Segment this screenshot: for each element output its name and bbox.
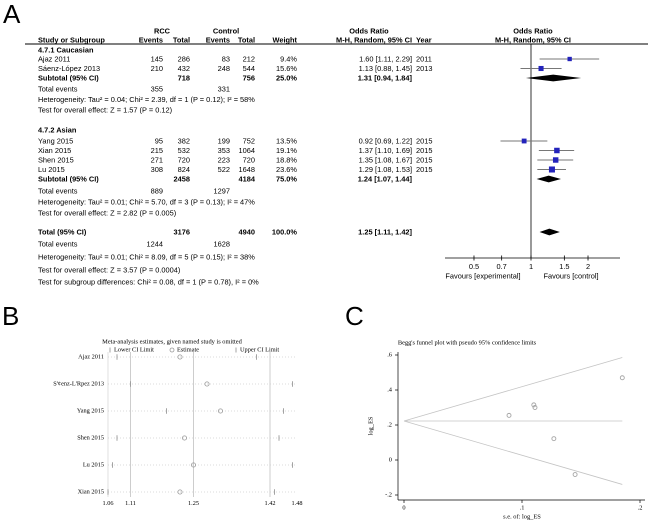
rcc-total: 432: [177, 64, 190, 73]
subgroup-label: 4.7.1 Caucasian: [38, 45, 94, 55]
header-ctrl-events: Events: [205, 35, 230, 45]
or-ci-text: 1.60 [1.11, 2.29]: [359, 54, 412, 64]
rcc-events: 271: [150, 155, 163, 165]
subtotal-weight: 25.0%: [276, 73, 297, 83]
funnel-y-tick-label: .4: [387, 386, 392, 394]
plot-header-mh-ci: M-H, Random, 95% CI: [495, 35, 571, 45]
header-year: Year: [416, 35, 432, 45]
header-odds-ratio: Odds Ratio: [349, 26, 389, 36]
ctrl-events: 353: [217, 146, 230, 155]
header-rcc: RCC: [153, 26, 171, 36]
header-mh-ci: M-H, Random, 95% CI: [336, 35, 412, 45]
total-events-ctrl: 331: [217, 84, 230, 94]
funnel-x-tick-label: .2: [637, 504, 643, 512]
study-name: Xian 2015: [38, 146, 72, 155]
year: 2015: [416, 146, 433, 155]
year: 2015: [416, 165, 433, 174]
rcc-total: 824: [177, 165, 190, 174]
total-ctrl-total: 4940: [238, 227, 255, 237]
influence-study-label: Yang 2015: [76, 407, 104, 415]
year: 2013: [416, 64, 433, 73]
total-heterogeneity-text: Heterogeneity: Tau² = 0.01; Chi² = 8.09, df = 5 (P = 0.15); I² = 38%: [38, 252, 255, 262]
or-ci-text: 1.29 [1.08, 1.53]: [358, 165, 412, 174]
funnel-point: [573, 473, 577, 477]
funnel-point: [552, 437, 556, 441]
funnel-point: [507, 413, 511, 417]
total-events-ctrl: 1628: [213, 239, 230, 249]
total-label: Total (95% CI): [38, 227, 87, 237]
influence-study-label: Shen 2015: [77, 434, 104, 442]
subtotal-label: Subtotal (95% CI): [38, 73, 99, 83]
total-events-label: Total events: [38, 186, 78, 196]
total-events-label: Total events: [38, 239, 78, 249]
weight: 18.8%: [276, 155, 297, 165]
favours-right-label: Favours [control]: [543, 271, 599, 281]
overall-test-text: Test for overall effect: Z = 1.57 (P = 0.12): [38, 105, 173, 115]
funnel-y-tick-label: .2: [387, 421, 392, 429]
rcc-total: 532: [177, 146, 190, 155]
forest-x-tick-label: 0.5: [468, 262, 480, 271]
study-name: Lu 2015: [38, 165, 65, 174]
heterogeneity-text: Heterogeneity: Tau² = 0.04; Chi² = 2.39, df = 1 (P = 0.12); I² = 58%: [38, 95, 255, 104]
funnel-y-tick-label: 0: [388, 456, 392, 464]
panel-b-label: B: [2, 301, 20, 331]
weight: 9.4%: [280, 54, 297, 64]
header-rcc-total: Total: [172, 35, 190, 45]
subtotal-rcc-total: 2458: [173, 174, 190, 184]
subtotal-diamond: [526, 75, 581, 82]
plot-header-odds-ratio: Odds Ratio: [513, 26, 553, 36]
forest-x-tick-label: 2: [585, 262, 591, 271]
influence-x-tick-label: 1.48: [291, 500, 303, 507]
rcc-events: 95: [154, 136, 163, 146]
weight: 13.5%: [276, 136, 297, 146]
or-square: [549, 166, 555, 172]
weight: 23.6%: [276, 165, 297, 174]
or-ci-text: 1.13 [0.88, 1.45]: [358, 64, 412, 73]
subtotal-diamond: [537, 176, 561, 183]
rcc-total: 720: [177, 155, 190, 165]
rcc-events: 308: [150, 165, 163, 174]
ctrl-total: 212: [242, 54, 255, 64]
or-square: [554, 148, 559, 153]
heterogeneity-text: Heterogeneity: Tau² = 0.01; Chi² = 5.70, df = 3 (P = 0.13); I² = 47%: [38, 197, 255, 207]
study-name: Shen 2015: [38, 155, 74, 165]
subgroup-test-text: Test for subgroup differences: Chi² = 0.08, df = 1 (P = 0.78), I² = 0%: [38, 277, 259, 287]
year: 2015: [416, 155, 433, 165]
ctrl-total: 720: [242, 155, 255, 165]
header-rcc-events: Events: [138, 35, 163, 45]
study-name: Ajaz 2011: [38, 54, 71, 64]
influence-x-tick-label: 1.06: [102, 500, 114, 507]
ctrl-events: 83: [221, 54, 230, 64]
or-square: [567, 57, 571, 61]
ctrl-events: 199: [217, 136, 230, 146]
study-name: Yang 2015: [38, 136, 74, 146]
influence-x-tick-label: 1.25: [187, 500, 200, 507]
favours-left-label: Favours [experimental]: [445, 271, 521, 281]
rcc-total: 382: [177, 136, 190, 146]
influence-title: Meta-analysis estimates, given named study is omitted: [102, 338, 242, 346]
or-ci-text: 1.37 [1.10, 1.69]: [358, 146, 412, 155]
or-ci-text: 0.92 [0.69, 1.22]: [358, 136, 412, 146]
header-weight: Weight: [272, 35, 297, 45]
funnel-point: [620, 376, 624, 380]
legend-estimate-label: Estimate: [177, 346, 200, 354]
total-events-label: Total events: [38, 84, 78, 94]
influence-x-tick-label: 1.11: [125, 500, 136, 507]
forest-x-tick-label: 1: [528, 262, 534, 271]
total-events-ctrl: 1297: [213, 186, 230, 196]
overall-test-text: Test for overall effect: Z = 2.82 (P = 0.005): [38, 208, 177, 218]
panel-c-label: C: [345, 301, 364, 331]
rcc-events: 145: [150, 54, 163, 64]
forest-x-tick-label: 0.7: [496, 262, 507, 271]
subgroup-label: 4.7.2 Asian: [38, 125, 77, 135]
rcc-events: 210: [150, 64, 163, 73]
header-ctrl-total: Total: [237, 35, 255, 45]
ctrl-total: 1064: [238, 146, 255, 155]
funnel-upper-limit: [404, 358, 622, 421]
total-diamond: [540, 229, 560, 236]
total-weight: 100.0%: [271, 227, 297, 237]
total-ci-text: 1.25 [1.11, 1.42]: [358, 227, 412, 237]
funnel-y-axis-label: log_ES: [367, 416, 375, 436]
total-rcc-total: 3176: [173, 227, 190, 237]
subtotal-rcc-total: 718: [177, 73, 190, 83]
funnel-title: Begg's funnel plot with pseudo 95% confidence limits: [397, 339, 537, 347]
funnel-y-tick-label: .6: [387, 351, 392, 359]
or-ci-text: 1.35 [1.08, 1.67]: [358, 155, 412, 165]
influence-x-tick-label: 1.42: [264, 500, 276, 507]
header-study: Study or Subgroup: [38, 35, 105, 45]
legend-lower-label: Lower CI Limit: [114, 346, 154, 354]
year: 2015: [416, 136, 433, 146]
ctrl-total: 752: [242, 136, 255, 146]
ctrl-total: 544: [242, 64, 255, 73]
funnel-x-tick-label: 0: [402, 504, 406, 512]
subtotal-ci-text: 1.31 [0.94, 1.84]: [357, 73, 412, 83]
total-events-rcc: 1244: [146, 239, 163, 249]
rcc-total: 286: [177, 54, 190, 64]
or-square: [539, 66, 544, 71]
total-events-rcc: 889: [150, 186, 163, 196]
funnel-lower-limit: [404, 421, 622, 484]
funnel-y-tick-label: -.2: [385, 491, 392, 499]
subtotal-ci-text: 1.24 [1.07, 1.44]: [357, 174, 412, 184]
ctrl-events: 522: [217, 165, 230, 174]
weight: 19.1%: [276, 146, 297, 155]
legend-estimate-circle: [170, 348, 174, 352]
or-square: [553, 157, 558, 162]
total-events-rcc: 355: [150, 84, 163, 94]
or-square: [522, 139, 527, 144]
ctrl-events: 248: [217, 64, 230, 73]
subtotal-ctrl-total: 4184: [238, 174, 255, 184]
legend-upper-label: Upper CI Limit: [240, 346, 280, 354]
ctrl-events: 223: [217, 155, 230, 165]
total-overall-test-text: Test for overall effect: Z = 3.57 (P = 0.0004): [38, 265, 181, 275]
influence-study-label: Lu 2015: [82, 461, 104, 469]
header-control: Control: [212, 26, 240, 36]
influence-study-label: S'¢enz-L'Rpez 2013: [53, 380, 104, 388]
subtotal-weight: 75.0%: [276, 174, 297, 184]
influence-study-label: Xian 2015: [77, 488, 104, 496]
funnel-x-tick-label: .1: [519, 504, 525, 512]
forest-x-tick-label: 1.5: [559, 262, 570, 271]
rcc-events: 215: [150, 146, 163, 155]
funnel-x-axis-label: s.e. of: log_ES: [503, 513, 541, 521]
panel-a-label: A: [3, 0, 21, 29]
influence-study-label: Ajaz 2011: [78, 353, 104, 361]
weight: 15.6%: [276, 64, 297, 73]
subtotal-ctrl-total: 756: [242, 73, 255, 83]
subtotal-label: Subtotal (95% CI): [38, 174, 99, 184]
ctrl-total: 1648: [238, 165, 255, 174]
year: 2011: [416, 54, 432, 64]
study-name: Sáenz-López 2013: [38, 64, 101, 73]
